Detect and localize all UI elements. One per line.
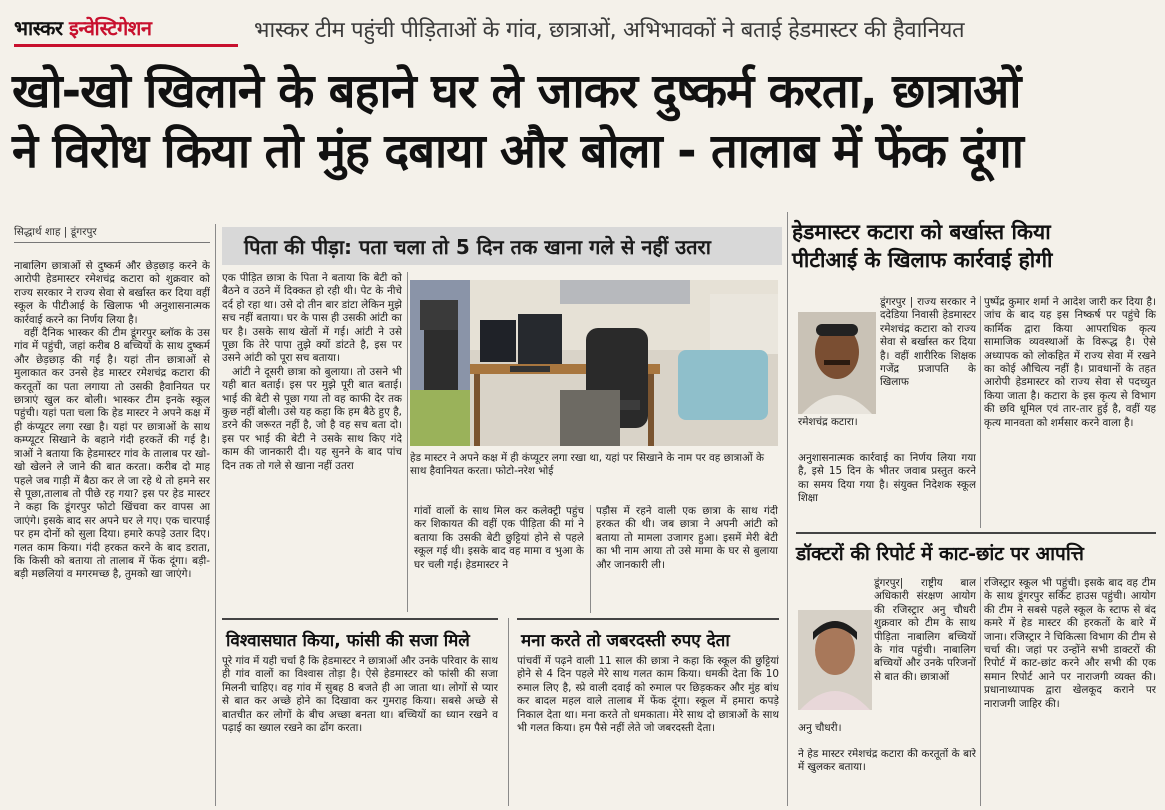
section-body-trust: पूरे गांव में यही चर्चा है कि हेडमास्टर ने छात्राओं और उनके परिवार के साथ ही गांव वालों का विश्वास तोड़ा है। ऐसे हेडमास्टर को फांसी की सजा मिलनी चाहिए। वह गांव में सुबह 8 बजते ही आ जाता था। लोगों से प्यार से बात कर अच्छे होने का दिखावा कर गुमराह किया। सबसे अच्छे से बातचीत कर लोगों के बीच अच्छा बनता था। बच्चियों का ध्यान रखने व पढ़ाई का ख्याल रखने का ढोंग करता। xyxy=(222,655,498,735)
story-paragraph: एक पीड़ित छात्रा के पिता ने बताया कि बेटी को बैठने व उठने में दिक्कत हो रही थी। पेट के नीचे दर्द हो रहा था। उसे दो तीन बार डांटा लेकिन मुझे सच नहीं बताया। घर के पास ही उसकी आंटी का घर है। उसके साथ खेतों में गई। आंटी ने उसे पूछा कि तेरे पापा तुझे क्यों डांटते है, इस पर उसने आंटी को पूरा सच बताया। xyxy=(222,272,402,365)
story-paragraph: आंटी ने दूसरी छात्रा को बुलाया। तो उसने भी यही बात बताई। इस पर मुझे पूरी बात बताई। भाई की बेटी से पूछा गया तो वह काफी देर तक कुछ नहीं बोली। उसे यह कहा कि हम बैठे हुए है, डरने की जरूरत नहीं है, जो है वह सच बता दो। इस पर भाई की बेटी ने उसके साथ किए गंदे काम की जानकारी दी। यह सुनने के बाद पांच दिन तक तो गले से खाना नहीं उतरा xyxy=(222,365,402,472)
side-story-col-1-cont: अनुशासनात्मक कार्रवाई का निर्णय लिया गया है, इसे 15 दिन के भीतर जवाब प्रस्तुत करने का समय दिया गया है। संयुक्त निदेशक स्कूल शिक्षा xyxy=(798,452,976,505)
column-divider xyxy=(508,618,509,806)
byline: सिद्धार्थ शाह | डूंगरपुर xyxy=(14,225,210,243)
column-divider xyxy=(980,296,981,528)
story-paragraph: वहीं दैनिक भास्कर की टीम डूंगरपुर ब्लॉक के उस गांव में पहुंची, जहां करीब 8 बच्चियों के साथ दुष्कर्म और छेड़छाड़ की गई है। यहां तीन छात्राओं से मुलाकात कर उनसे हेड मास्टर रमेशचंद्र कटारा की करतूतों का पता लगाया तो उसकी हैवानियत पर छात्राएं खुल कर बोली। भास्कर टीम इनके स्कूल पहुंची। यहां पता चला कि हेड मास्टर ने अपने कक्ष में ही कंप्यूटर लगा रखा है। यहां पर छात्राओं के साथ कम्प्यूटर सिखाने के बहाने गंदी हरकतें की गई है। त्राओं ने बताया कि हेडमास्टर गांव के तालाब पर खो-खो खेलने ले जाने की बात करता। करीब दो माह पहले जब गाड़ी में बैठा कर ले जा रहे थे तो हमने सर से पूछा,तालाब तो पीछे रह गया? इस पर हेड मास्टर ने कहा कि डूंगरपुर फोटो खिंचवा कर वापस आ जाएंगे। इसके बाद सर अपने घर ले गए। एक चारपाई पर हम दोनों को सुला दिया। हमारे कपड़े उतार दिए। गलत काम किया। गंदी हरकत करने के बाद डराता, कि किसी को बताया तो तालाब में फेंक दूंगा। बड़ी-बड़ी मछलियां व मगरमच्छ है, तुमको खा जाएंगे। xyxy=(14,327,210,581)
photo-caption: हेड मास्टर ने अपने कक्ष में ही कंप्यूटर लगा रखा था, यहां पर सिखाने के नाम पर वह छात्राओं के साथ हैवानियत करता। फोटो-नरेश भोई xyxy=(410,452,764,478)
brand-name: भास्कर xyxy=(14,16,63,40)
column-divider xyxy=(215,224,216,806)
doctor-story-col-1-cont: ने हेड मास्टर रमेशचंद्र कटारा की करतूतों के बारे में खुलकर बताया। xyxy=(798,748,976,774)
kicker-line: भास्कर टीम पहुंची पीड़िताओं के गांव, छात्राओं, अभिभावकों ने बताई हेडमास्टर की हैवानियत xyxy=(254,18,965,43)
side-story-headline xyxy=(792,218,1156,274)
brand-underline xyxy=(14,44,238,47)
section-rule xyxy=(222,618,498,620)
story-column-2b: गांवों वालों के साथ मिल कर कलेक्ट्री पहुंच कर शिकायत की वहीं एक पीड़िता की मां ने बताया कि उसकी बेटी छुट्टियां होने से पहले स्कूल गई थी। इसके बाद वह मामा व भुआ के घर चली गई। हेडमास्टर ने xyxy=(414,505,584,571)
story-column-2 xyxy=(222,272,402,612)
brand-logo xyxy=(14,14,151,41)
main-headline xyxy=(12,62,1152,182)
column-divider xyxy=(787,212,788,806)
doctor-story-headline: डॉक्टरों की रिपोर्ट में काट-छांट पर आपत्ति xyxy=(796,543,1084,565)
doctor-story-col-1: डूंगरपुर| राष्ट्रीय बाल अधिकारी संरक्षण आयोग की रजिस्ट्रार अनु चौधरी शुक्रवार को टीम के साथ पीड़िता नाबालिग बच्चियों के गांव पहुंची। नाबालिग बच्चियों और उनके परिजनों से बात की। छात्राओं xyxy=(874,577,976,683)
subhead-text: पिता की पीड़ा: पता चला तो 5 दिन तक खाना गले से नहीं उतरा xyxy=(244,235,711,259)
portrait-illustration xyxy=(798,610,872,710)
portrait-illustration xyxy=(798,312,876,414)
side-story-col-2: पुष्पेंद्र कुमार शर्मा ने आदेश जारी कर दिया है। जांच के बाद यह इस निष्कर्ष पर पहुंचे कि कार्मिक द्वारा किया आपराधिक कृत्य सामाजिक व्यवस्थाओं के विरूद्ध है। ऐसे अध्यापक को लोकहित में राज्य सेवा में रखने का कोई औचित्य नहीं है। प्रावधानों के तहत आरोपी हेडमास्टर को राज्य सेवा से पदच्युत किया जाता है। कटारा के इस कृत्य से विभाग की छवि धूमिल एवं तार-तार हुई है, वहीं यह कृत्य मानवता को शर्मसार करने वाला है। xyxy=(984,296,1156,429)
story-paragraph: नाबालिग छात्राओं से दुष्कर्म और छेड़छाड़ करने के आरोपी हेडमास्टर रमेशचंद्र कटारा को शुक्रवार को राज्य सरकार ने राज्य सेवा से बर्खास्त कर दिया वहीं स्कूल के पीटीआई के खिलाफ भी अनुशासनात्मक कार्रवाई करने का निर्णय लिया है। xyxy=(14,260,210,326)
subhead-box xyxy=(222,227,782,265)
story-column-2c: पड़ौस में रहने वाली एक छात्रा के साथ गंदी हरकत की थी। जब छात्रा ने अपनी आंटी को बताया तो मामला उजागर हुआ। इसमें मेरी बेटी का भी नाम आया तो उसे मामा के घर से बुलाया और जानकारी ली। xyxy=(596,505,778,571)
classroom-illustration xyxy=(410,280,778,446)
section-rule xyxy=(517,618,779,620)
registrar-portrait xyxy=(798,610,872,710)
headmaster-portrait xyxy=(798,312,876,414)
headline-line-1: खो-खो खिलाने के बहाने घर ले जाकर दुष्कर्म करता, छात्राओं xyxy=(12,64,1021,119)
story-column-1 xyxy=(14,260,210,805)
portrait-caption: अनु चौधरी। xyxy=(798,722,842,734)
section-title-money: मना करते तो जबरदस्ती रुपए देता xyxy=(521,631,730,651)
column-divider xyxy=(407,272,408,612)
classroom-photo xyxy=(410,280,778,446)
section-rule xyxy=(796,532,1156,534)
side-story-col-1: डूंगरपुर | राज्य सरकार ने ददेडिया निवासी हेडमास्टर रमेशचंद्र कटारा को राज्य सेवा से बर्खास्त कर दिया है। वहीं शारीरिक शिक्षक गजेंद्र प्रजापति के खिलाफ xyxy=(880,296,976,389)
brand-section: इन्वेस्टिगेशन xyxy=(69,16,152,40)
side-headline-line-2: पीटीआई के खिलाफ कार्रवाई होगी xyxy=(792,248,1053,272)
side-headline-line-1: हेडमास्टर कटारा को बर्खास्त किया xyxy=(792,220,1051,244)
doctor-story-col-2: रजिस्ट्रार स्कूल भी पहुंची। इसके बाद वह टीम के साथ डूंगरपुर सर्किट हाउस पहुंची। आयोग की टीम ने सबसे पहले स्कूल के स्टाफ से बंद कमरे में हेड मास्टर की हरकतों के बारे में जाना। रजिस्ट्रार ने चिकित्सा विभाग की टीम से चर्चा की। जहां पर उन्होंने सभी डाक्टरों की रिपोर्ट में काट-छांट करने और सभी की एक समान रिपोर्ट आने पर नाराजगी व्यक्त की। प्रधानाध्यापक द्वारा खेलकूद कराने पर नाराजगी जाहिर की। xyxy=(984,577,1156,710)
section-body-money: पांचवीं में पढ़ने वाली 11 साल की छात्रा ने कहा कि स्कूल की छुट्टियां होने से 4 दिन पहले मेरे साथ गलत काम किया। धमकी देता कि 10 रुमाल लिए है, स्प्रे वाली दवाई को रुमाल पर छिड़ककर और मुंह बांध कर बादल महल वाले तालाब में फेंक दूंगा। स्कूल में हमारा कपड़े निकाल देता था। मना करते तो धमकाता। मेरे साथ दो छात्राओं के साथ भी गलत किया। हम पैसे नहीं लेते जो जबरदस्ती देता। xyxy=(517,655,779,735)
column-divider xyxy=(590,505,591,613)
section-title-trust: विश्वासघात किया, फांसी की सजा मिले xyxy=(226,631,470,651)
portrait-caption: रमेशचंद्र कटारा। xyxy=(798,416,858,428)
column-divider xyxy=(980,577,981,806)
headline-line-2: ने विरोध किया तो मुंह दबाया और बोला - तालाब में फेंक दूंगा xyxy=(12,124,1023,179)
